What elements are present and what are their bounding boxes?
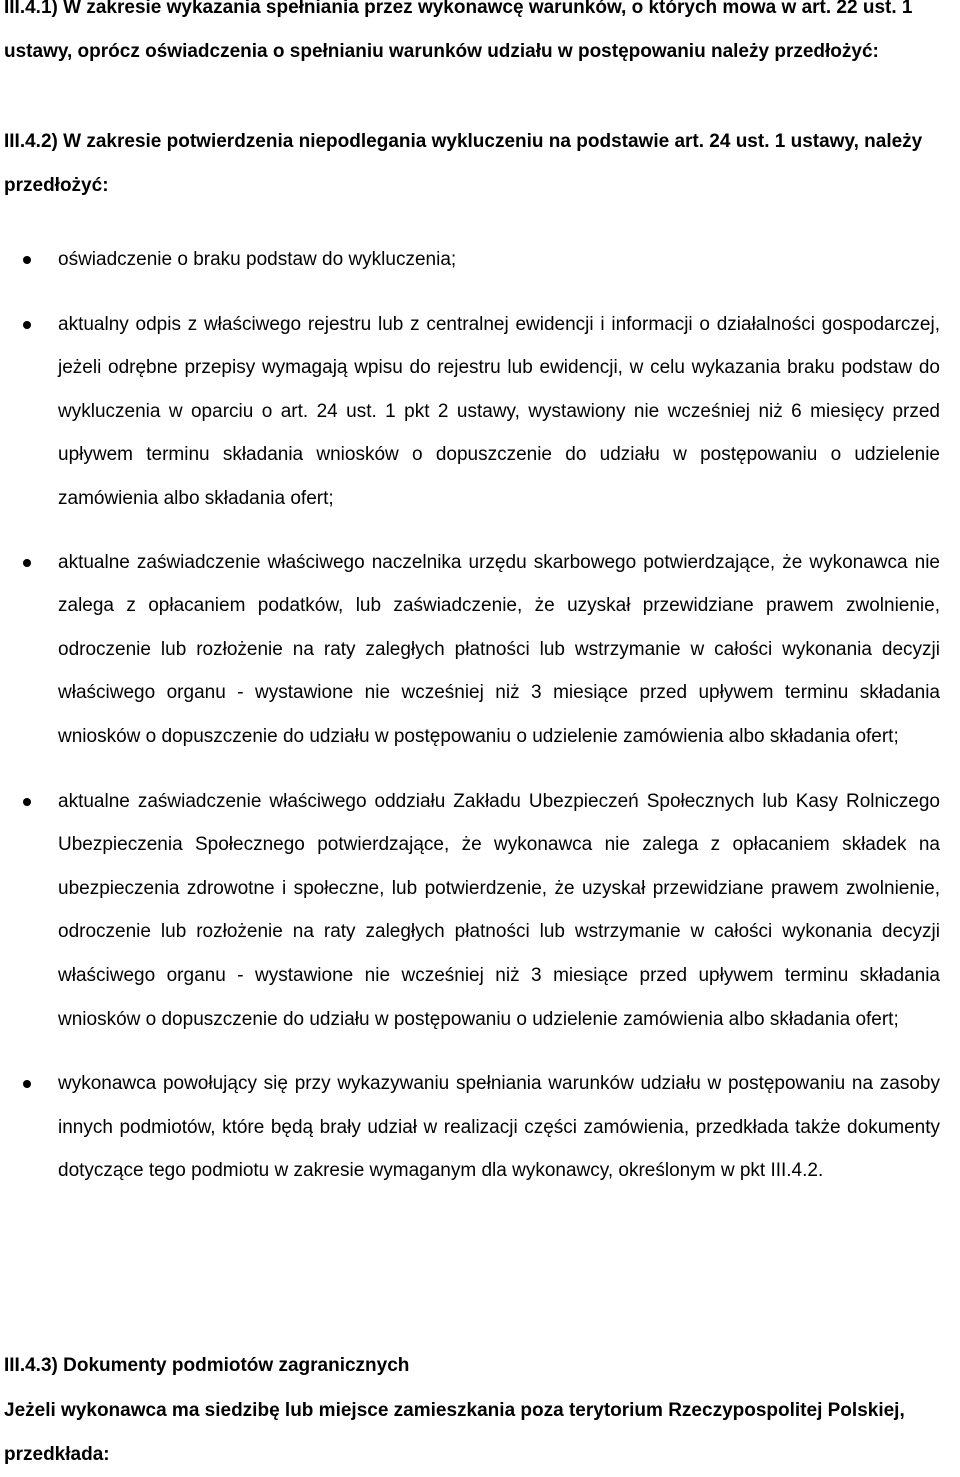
foreign-entities-intro: Jeżeli wykonawca ma siedzibę lub miejsce zamieszkania poza terytorium Rzeczypospolitej Polskiej, przedkłada: <box>4 1400 905 1465</box>
list-item <box>0 238 940 282</box>
bullet-icon <box>23 321 31 329</box>
list-item-text: oświadczenie o braku podstaw do wykluczenia; <box>58 249 457 270</box>
bullet-icon <box>23 256 31 264</box>
list-item <box>0 303 940 521</box>
list-item-text: aktualne zaświadczenie właściwego oddziału Zakładu Ubezpieczeń Społecznych lub Kasy Rolniczego Ubezpieczenia Społecznego potwierdzające, że wykonawca nie zalega z opłacaniem składek na ubezpieczenia zdrowotne i społeczne, lub potwierdzenie, że uzyskał przewidziane prawem zwolnienie, odroczenie lub rozłożenie na raty zaległych płatności lub wstrzymanie w całości wykonania decyzji właściwego organu - wystawione nie wcześniej niż 3 miesiące przed upływem terminu składania wniosków o dopuszczenie do udziału w postępowaniu o udzielenie zamówienia albo składania ofert; <box>58 790 940 1030</box>
required-documents-list <box>0 238 960 1193</box>
list-item <box>0 541 940 759</box>
section-heading-3-4-1: III.4.1) W zakresie wykazania spełniania przez wykonawcę warunków, o których mowa w art. 22 ust. 1 ustawy, oprócz oświadczenia o spełnianiu warunków udziału w postępowaniu należy przedłożyć: <box>4 0 913 62</box>
list-item <box>0 1062 940 1193</box>
bullet-icon <box>23 1080 31 1088</box>
list-item-text: wykonawca powołujący się przy wykazywaniu spełniania warunków udziału w postępowaniu na zasoby innych podmiotów, które będą brały udział w realizacji części zamówienia, przedkłada także dokumenty dotyczące tego podmiotu w zakresie wymaganym dla wykonawcy, określonym w pkt III.4.2. <box>58 1073 940 1182</box>
bullet-icon <box>23 798 31 806</box>
list-item-text: aktualne zaświadczenie właściwego naczelnika urzędu skarbowego potwierdzające, że wykonawca nie zalega z opłacaniem podatków, lub zaświadczenie, że uzyskał przewidziane prawem zwolnienie, odroczenie lub rozłożenie na raty zaległych płatności lub wstrzymanie w całości wykonania decyzji właściwego organu - wystawione nie wcześniej niż 3 miesiące przed upływem terminu składania wniosków o dopuszczenie do udziału w postępowaniu o udzielenie zamówienia albo składania ofert; <box>58 551 940 747</box>
bullet-icon <box>23 559 31 567</box>
list-item <box>0 780 940 1042</box>
list-item-text: aktualny odpis z właściwego rejestru lub z centralnej ewidencji i informacji o działalności gospodarczej, jeżeli odrębne przepisy wymagają wpisu do rejestru lub ewidencji, w celu wykazania braku podstaw do wykluczenia w oparciu o art. 24 ust. 1 pkt 2 ustawy, wystawiony nie wcześniej niż 6 miesięcy przed upływem terminu składania wniosków o dopuszczenie do udziału w postępowaniu o udzielenie zamówienia albo składania ofert; <box>58 313 940 509</box>
section-heading-3-4-2: III.4.2) W zakresie potwierdzenia niepodlegania wykluczeniu na podstawie art. 24 ust. 1 ustawy, należy przedłożyć: <box>4 131 923 196</box>
section-heading-3-4-3: III.4.3) Dokumenty podmiotów zagranicznych <box>4 1355 410 1376</box>
